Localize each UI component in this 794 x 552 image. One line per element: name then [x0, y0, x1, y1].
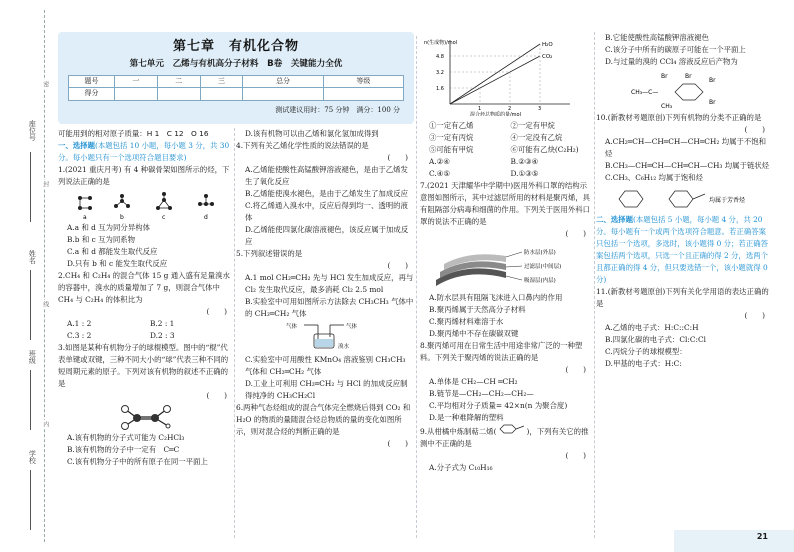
- score-header: 等级: [323, 75, 403, 87]
- graph-x-label: 混合烃总物质的量/mol: [470, 112, 522, 116]
- q11-option[interactable]: [596, 322, 771, 334]
- skeleton-label: c: [161, 213, 165, 220]
- q2-option[interactable]: B.2 : 1: [150, 318, 175, 328]
- question-5-stem: 5.下列叙述错误的是: [236, 248, 303, 258]
- exam-time-note: 测试建议用时：75 分钟 满分：100 分: [275, 105, 400, 114]
- question-9-stem: [420, 424, 592, 450]
- q4-option[interactable]: A.乙烯能使酸性高锰酸钾溶液褪色，是由于乙烯发生了氧化反应: [245, 164, 408, 186]
- score-header: 一: [115, 75, 158, 87]
- chapter-title: 第七章 有机化合物: [172, 39, 299, 54]
- apparatus-label: 气体: [346, 323, 358, 330]
- score-cell[interactable]: [115, 88, 158, 100]
- q11-option[interactable]: [596, 358, 771, 370]
- gas-wash-bottle-figure: [280, 322, 370, 352]
- page-number: 21: [756, 532, 768, 542]
- section-2-title: 二、选择题: [596, 214, 633, 224]
- q6-option[interactable]: B.②③④: [510, 156, 539, 166]
- q5-option[interactable]: D.工业上可利用 CH₂═CH₂ 与 HCl 的加成反应制得纯净的 CH₃CH₂Cl: [245, 378, 408, 400]
- q10-option[interactable]: C.CH₃、C₆H₁₂ 均属于饱和烃: [605, 172, 703, 182]
- column-4: [596, 32, 771, 370]
- score-header: 总分: [243, 75, 323, 87]
- q7-option[interactable]: A.防水层具有阻隔飞沫进入口鼻内的作用: [429, 292, 563, 302]
- q6-choice: ⑤可能有甲烷: [429, 144, 474, 154]
- graph-y-label: n(生成物)/mol: [424, 40, 458, 46]
- q3-ball-stick-model: [58, 404, 233, 430]
- q1-option[interactable]: C.a 和 d 都能发生取代反应: [67, 246, 158, 256]
- answer-bracket[interactable]: ( ): [565, 228, 586, 238]
- q8-option[interactable]: B.链节是—CH₂—CH₂—CH₂—: [429, 388, 534, 398]
- binding-label-name: 姓名: [28, 250, 37, 264]
- seal-char: 线: [41, 301, 49, 307]
- mask-layers-figure: [426, 242, 586, 290]
- q6-choice: ⑥可能有乙炔(C₂H₂): [510, 144, 579, 154]
- y-tick: 4.8: [436, 54, 444, 60]
- column-divider: [234, 128, 235, 538]
- binding-label-school: 学校: [28, 450, 37, 464]
- q7-option[interactable]: B.聚丙烯属于天然高分子材料: [429, 304, 526, 314]
- score-cell[interactable]: [323, 88, 403, 100]
- mask-layer-label: 防水层(外层): [524, 249, 556, 256]
- q7-mask-figure: [420, 242, 592, 290]
- q5-option[interactable]: A.1 mol CH₂═CH₂ 先与 HCl 发生加成反应，再与 Cl₂ 发生取代反应，最多消耗 Cl₂ 2.5 mol: [245, 272, 414, 294]
- ball-stick-figure: [111, 404, 181, 430]
- column-1: [58, 128, 233, 468]
- score-header: 二: [157, 75, 200, 87]
- graph-line-label: H₂O: [542, 42, 553, 48]
- binding-cut-line: [44, 10, 45, 542]
- electron-formula: H:C::C:H: [664, 322, 699, 332]
- question-1-stem: 1.(2021 重庆月考) 有 4 种碳骨架如图所示的烃，下列说法正确的是: [58, 164, 230, 186]
- graph-line-label: CO₂: [542, 54, 553, 60]
- binding-margin: [0, 0, 52, 552]
- q1-option[interactable]: D.只有 b 和 c 能发生取代反应: [67, 258, 168, 268]
- apparatus-label: 溴水: [338, 343, 350, 350]
- score-cell[interactable]: [157, 88, 200, 100]
- electron-formula: Cl:C:Cl: [679, 334, 706, 344]
- score-header: 三: [200, 75, 243, 87]
- question-4-stem: 4.下列有关乙烯化学性质的说法错误的是: [236, 140, 369, 150]
- question-10-stem: 10.(新教材考题原创)下列有机物的分类不正确的是: [596, 112, 762, 122]
- q9-option[interactable]: B.它能使酸性高锰酸钾溶液褪色: [605, 33, 709, 42]
- seal-char: 密: [41, 81, 49, 87]
- question-11-stem: 11.(新教材考题原创)下列有关化学用语的表达正确的是: [596, 286, 769, 308]
- q2-option[interactable]: A.1 : 2: [67, 318, 92, 328]
- bromide-structure-figure: [629, 70, 739, 110]
- x-tick: 2: [508, 106, 512, 112]
- unit-subtitle: 第七单元 乙烯与有机高分子材料 B卷 关键能力全优: [129, 59, 343, 70]
- q11-option[interactable]: [596, 334, 771, 346]
- q6-option[interactable]: D.①③⑤: [510, 168, 539, 178]
- q4-option[interactable]: B.乙烯能使溴水褪色，是由于乙烯发生了加成反应: [245, 188, 408, 198]
- q10-option[interactable]: B.CH₃—CH═CH—CH═CH—CH₃ 均属于链状烃: [605, 160, 770, 170]
- q4-option[interactable]: D.乙烯能使四氯化碳溶液褪色，该反应属于加成反应: [245, 224, 409, 246]
- q5-apparatus: [236, 322, 414, 352]
- atomic-mass-note: 可能用到的相对原子质量：H 1 C 12 O 16: [58, 129, 209, 138]
- q9-stem-part: )，下列有关它的推测中不正确的是: [420, 426, 589, 448]
- apparatus-label: 气体: [286, 323, 298, 330]
- score-cell[interactable]: [200, 88, 243, 100]
- q3-option[interactable]: [58, 444, 233, 456]
- q5-option[interactable]: C.实验室中可用酸性 KMnO₄ 溶液鉴别 CH₃CH₃ 气体和 CH₂═CH₂ 气体: [245, 354, 406, 376]
- x-tick: 1: [478, 106, 482, 112]
- q1-option[interactable]: A.a 和 d 互为同分异构体: [67, 222, 150, 232]
- q3-option[interactable]: A.该有机物的分子式可能为 C₂HCl₃: [67, 432, 185, 442]
- skeleton-label: b: [119, 213, 124, 220]
- score-cell[interactable]: [243, 88, 323, 100]
- score-header: 题号: [69, 75, 115, 87]
- score-table: [68, 75, 404, 101]
- column-2: [236, 128, 414, 450]
- answer-bracket[interactable]: ( ): [565, 364, 586, 374]
- binding-label-class: 班级: [28, 350, 37, 364]
- score-row-label: 得分: [69, 88, 115, 100]
- q6-option[interactable]: A.②④: [429, 156, 450, 166]
- q10-aromatic-structures: [596, 186, 771, 212]
- q5-option[interactable]: B.实验室中可用如图所示方法除去 CH₃CH₃ 气体中的 CH₂═CH₂ 气体: [245, 296, 414, 318]
- q6-choice: ②一定有甲烷: [510, 120, 555, 130]
- school-field[interactable]: [30, 470, 31, 530]
- q4-option[interactable]: C.将乙烯通入溴水中，反应后得到均一、透明的液体: [245, 200, 408, 222]
- q8-option[interactable]: D.是一种难降解的塑料: [429, 412, 504, 422]
- q3-option[interactable]: C.该有机物分子中的所有原子在同一平面上: [67, 456, 208, 466]
- q10-option[interactable]: A.CH₂═CH—CH═CH—CH═CH₂ 均属于不饱和烃: [605, 136, 767, 158]
- section-1-note: (本题包括 10 小题，每小题 3 分，共 30 分。每小题只有一个选项符合题目要求): [58, 140, 230, 162]
- column-divider: [416, 36, 417, 538]
- q6-choice: ①一定有乙烯: [429, 120, 474, 130]
- struct-text: CH₃: [660, 102, 672, 110]
- q1-option[interactable]: B.b 和 c 互为同系物: [67, 234, 136, 244]
- y-tick: 1.6: [436, 86, 444, 92]
- q9-option[interactable]: A.分子式为 C₁₀H₁₆: [429, 462, 493, 472]
- mask-layer-label: 过滤层(中间层): [524, 263, 562, 270]
- x-tick: 3: [538, 106, 542, 112]
- q3-option-text: B.该有机物的分子中一定有: [67, 444, 157, 454]
- answer-bracket[interactable]: ( ): [206, 390, 227, 400]
- question-6-stem: 6.两种气态烃组成的混合气体完全燃烧后得到 CO₂ 和 H₂O 的物质的量随混合烃总物质的量的变化如图所示，则对混合烃的判断正确的是: [236, 402, 411, 436]
- page-footer-bar: [674, 530, 794, 552]
- q9-bromine-product: [596, 70, 771, 110]
- q11-option-text: A.乙烯的电子式：: [605, 322, 665, 332]
- seal-char: 封: [41, 181, 49, 187]
- double-bond-formula: C═C: [163, 444, 180, 454]
- skeleton-label: d: [203, 213, 208, 220]
- q1-carbon-skeletons: [58, 190, 233, 220]
- question-7-stem: 7.(2021 天津耀华中学期中)医用外科口罩的结构示意图如图所示，其中过滤层所用的材料是聚丙烯，具有阻隔部分病毒和细菌的作用。下列关于医用外科口罩的说法不正确的是: [420, 180, 590, 226]
- question-8-stem: 8.聚丙烯可用在日常生活中用途非常广泛的一种塑料。下列关于聚丙烯的说法正确的是: [420, 340, 583, 362]
- q9-option[interactable]: D.与过量的溴的 CCl₄ 溶液反应后产物为: [605, 56, 738, 66]
- exam-header: [58, 32, 414, 124]
- y-tick: 3.2: [436, 70, 444, 76]
- class-field[interactable]: [30, 370, 31, 430]
- struct-text: Br: [660, 72, 668, 80]
- seat-field[interactable]: [30, 152, 31, 222]
- struct-text: Br: [708, 76, 716, 84]
- skeleton-figure: [66, 190, 226, 220]
- terpene-structure-icon: [496, 424, 526, 434]
- q7-option[interactable]: D.聚丙烯中不存在碳碳双键: [429, 328, 519, 338]
- q7-option[interactable]: C.聚丙烯材料难溶于水: [429, 316, 504, 326]
- answer-bracket[interactable]: ( ): [565, 450, 586, 460]
- aromatic-figure: [609, 186, 759, 212]
- question-3-stem: 3.如图是某种有机物分子的球棍模型。图中的“棍”代表单键或双键，三种不同大小的“球”代表三种不同的短周期元素的原子。下列对该有机物的叙述不正确的是: [58, 342, 229, 388]
- q11-option-text: B.四氯化碳的电子式：: [605, 334, 680, 344]
- q6-choice: ④一定没有乙烷: [510, 132, 563, 142]
- q8-option[interactable]: A.单体是 CH₂—CH ═CH₂: [429, 376, 518, 386]
- q9-stem-part: 9.从柑橘中炼制萜二烯(: [420, 426, 497, 436]
- answer-bracket[interactable]: ( ): [387, 438, 408, 448]
- q3-option[interactable]: D.该有机物可以由乙烯和氯化氢加成得到: [245, 129, 379, 138]
- answer-bracket[interactable]: ( ): [387, 152, 408, 162]
- question-2-stem: 2.CH₄ 和 C₂H₄ 的混合气体 15 g 通入盛有足量溴水的容器中，溴水的质量增加了 7 g，则混合气体中 CH₄ 与 C₂H₄ 的体积比为: [58, 270, 230, 304]
- answer-bracket[interactable]: ( ): [387, 260, 408, 270]
- q2-option[interactable]: C.3 : 2: [67, 330, 92, 340]
- column-3: [420, 36, 592, 474]
- mask-layer-label: 吸湿层(内层): [524, 277, 556, 284]
- column-divider: [594, 32, 595, 538]
- binding-label-seat: 座位号: [28, 120, 37, 141]
- answer-bracket[interactable]: ( ): [206, 306, 227, 316]
- q11-option[interactable]: C.丙烷分子的球棍模型：: [605, 346, 687, 356]
- name-field[interactable]: [30, 270, 31, 340]
- answer-bracket[interactable]: ( ): [744, 310, 765, 320]
- q9-option[interactable]: C.该分子中所有的碳原子可能在一个平面上: [605, 44, 746, 54]
- q10-d-note: 均属于芳香烃: [708, 196, 745, 204]
- q6-option[interactable]: C.④⑤: [429, 168, 450, 178]
- answer-bracket[interactable]: ( ): [744, 124, 765, 134]
- q6-choice: ③一定有丙烷: [429, 132, 474, 142]
- electron-formula: H:C:: [664, 358, 682, 368]
- section-2-note: (本题包括 5 小题，每小题 4 分，共 20 分。每小题有一个或两个选项符合题意。若正确答案只包括一个选项，多选时，该小题得 0 分；若正确答案包括两个选项，只选一个且正确的得 2 分，选两个且都正确的得 4 分，但只要选错一个，该小题就得 0 分): [596, 214, 768, 284]
- skeleton-label: a: [82, 213, 87, 220]
- struct-text: Br: [708, 98, 716, 106]
- struct-text: Br: [684, 72, 692, 80]
- q2-option[interactable]: D.2 : 3: [150, 330, 175, 340]
- seal-char: 内: [41, 421, 49, 427]
- section-1-title: 一、选择题: [58, 140, 95, 150]
- q11-option-text: D.甲基的电子式：: [605, 358, 665, 368]
- q8-option[interactable]: C.平均相对分子质量= 42×n(n 为聚合度): [429, 400, 568, 410]
- struct-text: CH₃—C—: [630, 88, 658, 96]
- q6-graph: [420, 36, 590, 116]
